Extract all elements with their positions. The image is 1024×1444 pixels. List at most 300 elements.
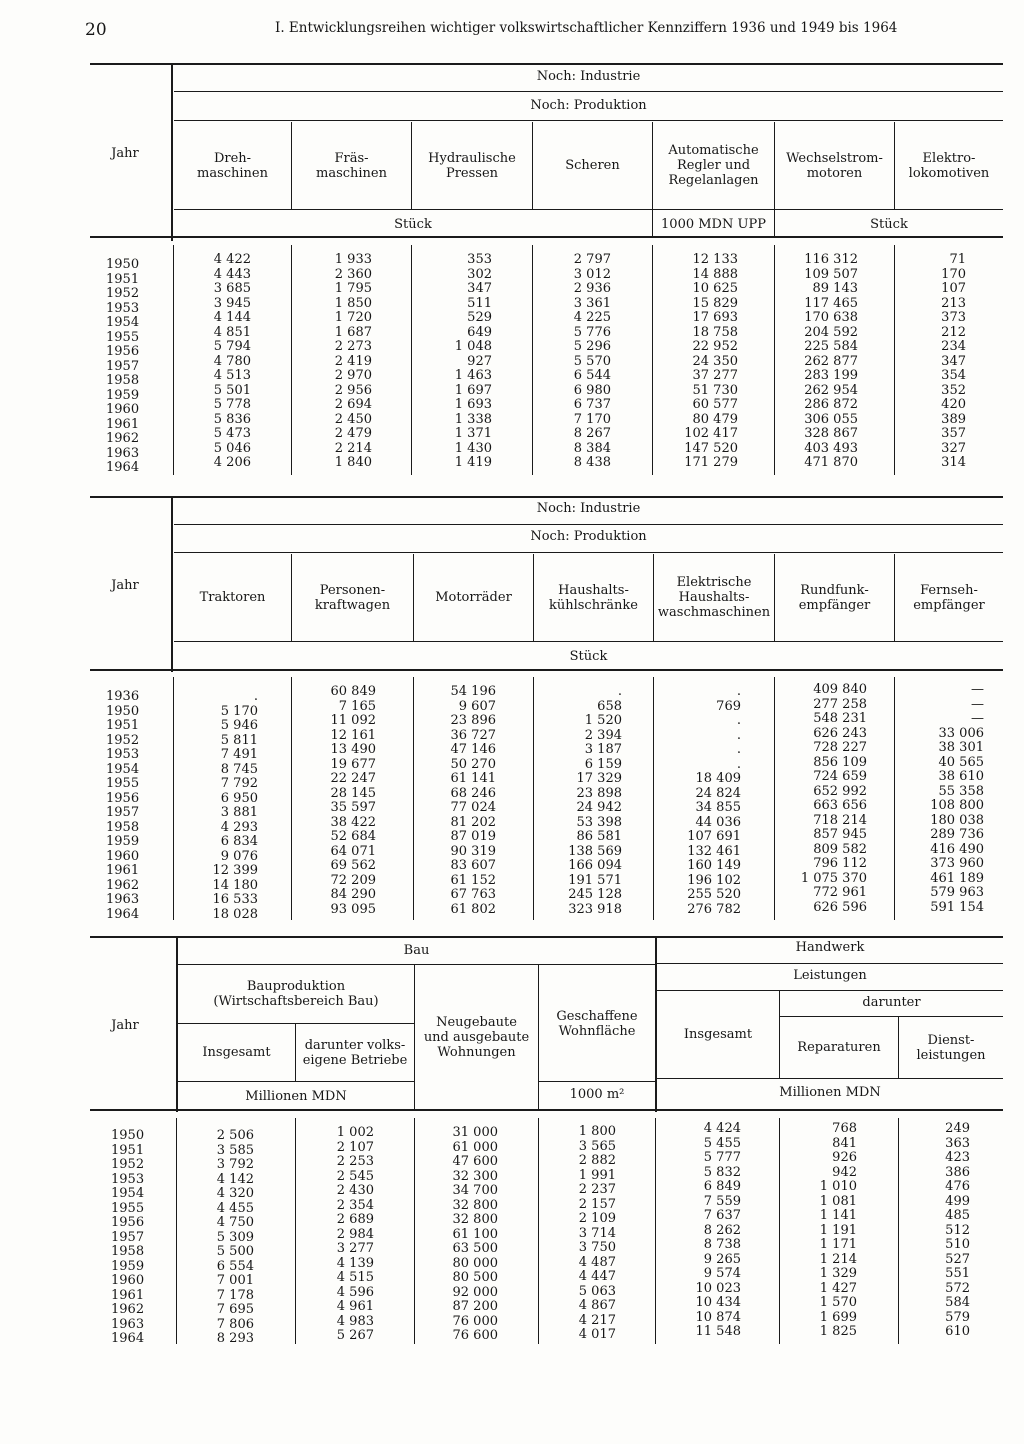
table-cell: 38 422 (330, 814, 376, 830)
col-header: Insgesamt (202, 1045, 271, 1060)
table-cell: 4 139 (336, 1255, 374, 1271)
table-cell: 1 720 (334, 310, 372, 325)
table-cell: 5 296 (573, 339, 611, 354)
page-number: 20 (85, 20, 107, 40)
table-cell: 7 165 (338, 698, 376, 714)
table-cell: 283 199 (804, 368, 858, 383)
table-cell: 61 100 (452, 1226, 498, 1242)
table-cell: 373 960 (930, 856, 984, 871)
table-cell: 2 430 (336, 1183, 374, 1198)
table-cell: 147 520 (684, 440, 738, 456)
table-cell: 768 (832, 1121, 857, 1136)
table-cell: 6 554 (216, 1258, 254, 1274)
table-cell: 926 (832, 1150, 857, 1165)
table-cell: 52 684 (330, 829, 376, 844)
table-cell: 1956 (106, 344, 140, 359)
table-cell: 262 877 (804, 353, 858, 369)
table-cell: 3 945 (213, 295, 251, 311)
col-header: Neugebaute und ausgebaute Wohnungen (423, 1015, 530, 1060)
table-cell: 8 745 (220, 761, 258, 777)
table-cell: 7 806 (216, 1316, 254, 1332)
table-cell: 7 170 (573, 411, 611, 427)
table-cell: 1 850 (334, 295, 372, 311)
table-cell: 856 109 (813, 754, 867, 770)
table-cell: 80 500 (452, 1270, 498, 1285)
table-cell: 357 (941, 426, 966, 441)
table-cell: 5 836 (213, 411, 251, 427)
table-cell: 7 001 (216, 1273, 254, 1288)
table-cell: 1959 (111, 1258, 145, 1274)
table-cell: 2 506 (216, 1128, 254, 1143)
table-cell: 1 214 (819, 1251, 857, 1267)
unit-millionen-mdn: Millionen MDN (779, 1085, 881, 1100)
table-cell: 166 094 (568, 858, 622, 873)
table-cell: 32 800 (452, 1197, 498, 1213)
table-cell: 34 855 (695, 800, 741, 815)
col-header: Traktoren (199, 590, 266, 605)
table-cell: 7 792 (220, 776, 258, 791)
value-column (945, 1122, 970, 1340)
table-cell: 2 450 (334, 411, 372, 427)
table-cell: 36 727 (450, 727, 496, 743)
year-label: Jahr (111, 1018, 139, 1033)
table-cell: 1951 (106, 718, 140, 733)
table-cell: 8 738 (703, 1237, 741, 1252)
table-cell: 1 010 (819, 1179, 857, 1194)
table-cell: 1957 (111, 1229, 145, 1245)
col-header: darunter volks- eigene Betriebe (302, 1037, 408, 1068)
table-cell: . (736, 727, 741, 743)
table-cell: 1 430 (454, 440, 492, 456)
table-cell: 1961 (106, 416, 140, 432)
table-cell: 5 776 (573, 324, 611, 340)
table-cell: 1 570 (819, 1295, 857, 1310)
table-cell: 276 782 (687, 901, 741, 917)
table-cell: 1 427 (819, 1280, 857, 1296)
value-column (217, 1129, 254, 1347)
table-cell: 3 792 (216, 1157, 254, 1172)
table-cell: 92 000 (452, 1284, 498, 1300)
table-cell: 461 189 (930, 870, 984, 886)
table-cell: 81 202 (450, 814, 496, 830)
table-cell: 4 447 (578, 1269, 616, 1284)
table-cell: 5 794 (213, 339, 251, 354)
table-cell: 23 898 (576, 785, 622, 801)
table-cell: 23 896 (450, 713, 496, 728)
table-cell: 4 867 (578, 1298, 616, 1313)
table-cell: 5 063 (578, 1283, 616, 1299)
table-cell: 24 350 (692, 353, 738, 369)
table-cell: 102 417 (684, 426, 738, 441)
table-cell: 2 545 (336, 1168, 374, 1184)
table-cell: 769 (716, 698, 741, 714)
table-cell: 2 253 (336, 1154, 374, 1169)
table-cell: 1954 (106, 761, 140, 777)
col-header: Geschaffene Wohnfläche (556, 1008, 638, 1039)
table-cell: 51 730 (692, 382, 738, 398)
table-cell: 4 217 (578, 1312, 616, 1328)
table-cell: 1 463 (454, 368, 492, 383)
table-cell: 5 170 (220, 703, 258, 719)
table-cell: 87 200 (452, 1299, 498, 1314)
table-cell: 8 384 (573, 440, 611, 456)
table-cell: 5 832 (703, 1164, 741, 1180)
table-cell: 476 (945, 1179, 970, 1194)
table-cell: 10 625 (692, 281, 738, 296)
table-cell: 572 (945, 1280, 970, 1296)
table-cell: 1962 (111, 1302, 145, 1317)
table-cell: 54 196 (450, 684, 496, 699)
col-header-bauproduktion: Bauproduktion (Wirtschaftsbereich Bau) (213, 979, 379, 1009)
table-cell: 1961 (111, 1287, 145, 1303)
table-cell: 2 157 (578, 1196, 616, 1212)
table-cell: 9 265 (703, 1251, 741, 1267)
table-cell: — (971, 682, 984, 697)
table-cell: 249 (945, 1121, 970, 1136)
table-cell: 354 (941, 368, 966, 383)
table-cell: 2 360 (334, 266, 372, 282)
table-cell: . (736, 742, 741, 757)
table-cell: 1 338 (454, 411, 492, 427)
table-cell: 67 763 (450, 887, 496, 902)
table-cell: 1958 (106, 819, 140, 835)
table-cell: 32 300 (452, 1168, 498, 1184)
table-cell: 551 (945, 1266, 970, 1281)
table-cell: 471 870 (804, 455, 858, 470)
table-cell: 9 574 (703, 1266, 741, 1281)
table-cell: 34 700 (452, 1183, 498, 1198)
table-cell: 584 (945, 1295, 970, 1310)
table-cell: 5 309 (216, 1229, 254, 1245)
table-cell: 4 225 (573, 310, 611, 325)
table-cell: 3 585 (216, 1142, 254, 1158)
table-cell: 12 399 (212, 863, 258, 878)
table-cell: 11 092 (330, 713, 376, 728)
table-cell: 510 (945, 1237, 970, 1252)
table-cell: 4 320 (216, 1186, 254, 1201)
table-cell: 15 829 (692, 295, 738, 311)
page-title: I. Entwicklungsreihen wichtiger volkswirtschaftlicher Kennziffern 1936 und 1949 bis 1964 (275, 20, 898, 36)
table-cell: 1962 (106, 877, 140, 893)
table-cell: 204 592 (804, 324, 858, 340)
table-cell: 18 028 (212, 906, 258, 922)
table-cell: 191 571 (568, 872, 622, 888)
table-cell: 4 515 (336, 1270, 374, 1285)
table-cell: 306 055 (804, 411, 858, 427)
table-cell: 19 677 (330, 756, 376, 772)
table-cell: 138 569 (568, 843, 622, 859)
table-cell: 1 795 (334, 281, 372, 296)
table-cell: 1950 (106, 257, 140, 272)
table-cell: 1953 (106, 747, 140, 762)
table-cell: 84 290 (330, 887, 376, 902)
table-cell: 841 (832, 1135, 857, 1151)
col-header: Elektro- lokomotiven (908, 150, 990, 181)
table-cell: 47 600 (452, 1154, 498, 1169)
unit-millionen-mdn: Millionen MDN (245, 1089, 347, 1104)
table-cell: 1 840 (334, 455, 372, 470)
table-cell: 548 231 (813, 711, 867, 726)
table-cell: 4 422 (213, 252, 251, 267)
table-cell: 626 243 (813, 725, 867, 741)
table-cell: 2 797 (573, 252, 611, 267)
table-cell: 12 161 (330, 727, 376, 743)
table-cell: 2 394 (584, 727, 622, 743)
table-cell: 1954 (106, 315, 140, 330)
value-column (696, 1122, 742, 1340)
table-cell: 1963 (106, 892, 140, 907)
table-cell: 35 597 (330, 800, 376, 815)
table-cell: 10 874 (695, 1309, 741, 1325)
table-cell: 5 267 (336, 1328, 374, 1343)
table-cell: 4 750 (216, 1215, 254, 1230)
unit-stueck: Stück (870, 217, 908, 232)
table-cell: 77 024 (450, 800, 496, 815)
table-cell: 4 983 (336, 1313, 374, 1329)
table-cell: 1955 (111, 1200, 145, 1216)
table-cell: 4 142 (216, 1171, 254, 1187)
table-cell: 47 146 (450, 742, 496, 757)
table-cell: 18 409 (695, 771, 741, 786)
table-cell: 22 247 (330, 771, 376, 786)
table-cell: 170 638 (804, 310, 858, 325)
table-cell: 1957 (106, 358, 140, 374)
table-cell: 33 006 (938, 725, 984, 741)
table-cell: 32 800 (452, 1212, 498, 1227)
table-cell: 1 419 (454, 455, 492, 470)
table-cell: 1962 (106, 431, 140, 446)
table-cell: 4 144 (213, 310, 251, 325)
table-cell: 1961 (106, 863, 140, 878)
table-cell: 212 (941, 324, 966, 340)
table-cell: 1 800 (578, 1124, 616, 1139)
table-cell: 180 038 (930, 812, 984, 828)
value-column (337, 1126, 374, 1344)
col-header: Haushalts- kühlschränke (548, 582, 638, 613)
table-cell: 1955 (106, 329, 140, 345)
unit-stueck: Stück (569, 649, 608, 664)
table-cell: 2 419 (334, 353, 372, 369)
table-cell: 579 963 (930, 885, 984, 900)
table-cell: 658 (597, 698, 622, 714)
group-leistungen: Leistungen (793, 968, 867, 983)
col-header: Fernseh- empfänger (913, 582, 985, 613)
table-cell: 7 559 (703, 1193, 741, 1209)
table-cell: 117 465 (804, 295, 858, 311)
col-header: Rundfunk- empfänger (798, 582, 871, 613)
table-cell: 5 778 (213, 397, 251, 412)
table-cell: 1960 (111, 1273, 145, 1288)
table-cell: 83 607 (450, 858, 496, 873)
table-cell: 86 581 (576, 829, 622, 844)
table-cell: 1956 (106, 790, 140, 806)
table-cell: 10 023 (695, 1280, 741, 1296)
table-cell: 649 (467, 324, 492, 340)
group-produktion: Noch: Produktion (530, 529, 647, 544)
table-cell: . (253, 689, 258, 704)
col-header: Hydraulische Pressen (428, 150, 516, 181)
table-cell: 2 956 (334, 382, 372, 398)
table-cell: 1964 (111, 1331, 145, 1346)
year-label: Jahr (111, 578, 139, 593)
table-cell: 170 (941, 266, 966, 282)
table-cell: 61 152 (450, 872, 496, 888)
table-cell: 1959 (106, 834, 140, 849)
table-cell: 6 544 (573, 368, 611, 383)
table-cell: 416 490 (930, 841, 984, 857)
table-cell: 3 714 (578, 1225, 616, 1241)
table-cell: 1960 (106, 848, 140, 864)
table-cell: 171 279 (684, 455, 738, 470)
table-cell: 53 398 (576, 814, 622, 830)
year-label: Jahr (111, 146, 139, 161)
table-cell: 1 048 (454, 339, 492, 354)
table-cell: 286 872 (804, 397, 858, 412)
table-cell: 16 533 (212, 892, 258, 907)
table-cell: 1953 (111, 1171, 145, 1187)
table-cell: 7 491 (220, 747, 258, 762)
group-bau: Bau (403, 943, 430, 958)
table-cell: 8 438 (573, 455, 611, 470)
col-header: Insgesamt (683, 1027, 753, 1042)
col-header: Personen- kraftwagen (314, 582, 391, 613)
table-cell: 11 548 (695, 1324, 741, 1339)
table-cell: 4 293 (220, 819, 258, 835)
value-column (579, 1125, 616, 1343)
table-cell: — (971, 711, 984, 726)
table-cell: 1958 (106, 373, 140, 388)
table-cell: 485 (945, 1208, 970, 1223)
table-cell: 132 461 (687, 843, 741, 859)
table-cell: 63 500 (452, 1241, 498, 1256)
table-cell: 353 (467, 252, 492, 267)
table-cell: 1963 (106, 445, 140, 461)
table-cell: 2 694 (334, 397, 372, 412)
table-cell: 373 (941, 310, 966, 325)
table-cell: 109 507 (804, 266, 858, 282)
table-cell: 1952 (106, 732, 140, 748)
table-cell: 1 171 (819, 1237, 857, 1252)
table-cell: 64 071 (330, 843, 376, 859)
table-cell: 69 562 (330, 858, 376, 873)
table-cell: 37 277 (692, 368, 738, 383)
table-cell: 277 258 (813, 696, 867, 712)
table-cell: 3 685 (213, 281, 251, 296)
table-cell: 4 780 (213, 353, 251, 369)
table-cell: 1960 (106, 402, 140, 417)
table-cell: 1936 (106, 689, 140, 704)
table-cell: 5 473 (213, 426, 251, 441)
table-cell: 3 750 (578, 1240, 616, 1255)
table-cell: 14 180 (212, 877, 258, 893)
table-cell: 61 141 (450, 771, 496, 786)
table-cell: 724 659 (813, 769, 867, 784)
table-cell: 6 737 (573, 397, 611, 412)
table-cell: 2 984 (336, 1226, 374, 1242)
table-cell: 1950 (106, 703, 140, 719)
table-cell: 90 319 (450, 843, 496, 859)
table-cell: 626 596 (813, 899, 867, 915)
table-cell: 55 358 (938, 783, 984, 799)
table-cell: 289 736 (930, 827, 984, 842)
table-cell: 68 246 (450, 785, 496, 801)
table-cell: 1 991 (578, 1167, 616, 1183)
table-cell: 44 036 (695, 814, 741, 830)
table-cell: 423 (945, 1150, 970, 1165)
table-cell: 3 277 (336, 1241, 374, 1256)
table-cell: 1 371 (454, 426, 492, 441)
table-cell: 31 000 (452, 1125, 498, 1140)
table-cell: 5 455 (703, 1135, 741, 1151)
table-cell: 9 607 (458, 698, 496, 714)
group-industrie: Noch: Industrie (536, 501, 641, 516)
table-cell: 1954 (111, 1186, 145, 1201)
table-cell: 76 600 (452, 1328, 498, 1343)
table-cell: 420 (941, 397, 966, 412)
table-cell: 160 149 (687, 858, 741, 873)
table-cell: 71 (949, 252, 966, 267)
table-cell: 652 992 (813, 783, 867, 799)
table-cell: 5 570 (573, 353, 611, 369)
table-cell: . (736, 756, 741, 772)
table-cell: 1950 (111, 1128, 145, 1143)
table-cell: 347 (941, 353, 966, 369)
table-cell: 24 824 (695, 785, 741, 801)
year-column (111, 1129, 144, 1347)
table-cell: 2 354 (336, 1197, 374, 1213)
table-cell: 61 802 (450, 901, 496, 917)
table-cell: 93 095 (330, 901, 376, 917)
table-cell: 80 000 (452, 1255, 498, 1271)
table-cell: 8 262 (703, 1222, 741, 1238)
table-cell: 302 (467, 266, 492, 282)
col-header: Dienst- leistungen (916, 1032, 986, 1063)
table-cell: 3 012 (573, 266, 611, 282)
table-cell: 1955 (106, 776, 140, 791)
table-cell: 1 141 (819, 1208, 857, 1223)
table-cell: 225 584 (804, 339, 858, 354)
table-cell: 927 (467, 353, 492, 369)
table-cell: 60 849 (330, 684, 376, 699)
table-cell: 7 695 (216, 1302, 254, 1317)
table-cell: 663 656 (813, 798, 867, 813)
group-darunter: darunter (862, 995, 921, 1010)
table-cell: 2 237 (578, 1182, 616, 1197)
table-cell: 2 214 (334, 440, 372, 456)
table-cell: 6 849 (703, 1179, 741, 1194)
table-cell: 579 (945, 1309, 970, 1325)
col-header: Dreh- maschinen (197, 150, 268, 181)
table-cell: 1959 (106, 387, 140, 403)
col-header: Automatische Regler und Regelanlagen (668, 143, 759, 188)
table-cell: 809 582 (813, 841, 867, 857)
table-cell: 24 942 (576, 800, 622, 815)
table-cell: 352 (941, 382, 966, 398)
table-cell: 314 (941, 455, 966, 470)
col-header: Scheren (565, 158, 620, 173)
table-cell: — (971, 696, 984, 712)
table-cell: 1956 (111, 1215, 145, 1230)
value-column (820, 1122, 857, 1340)
table-cell: 245 128 (568, 887, 622, 902)
table-cell: 12 133 (692, 252, 738, 267)
table-cell: 1 933 (334, 252, 372, 267)
table-cell: 4 424 (703, 1121, 741, 1136)
table-cell: 386 (945, 1164, 970, 1180)
table-cell: 4 443 (213, 266, 251, 282)
table-cell: 728 227 (813, 740, 867, 755)
table-cell: 10 434 (695, 1295, 741, 1310)
